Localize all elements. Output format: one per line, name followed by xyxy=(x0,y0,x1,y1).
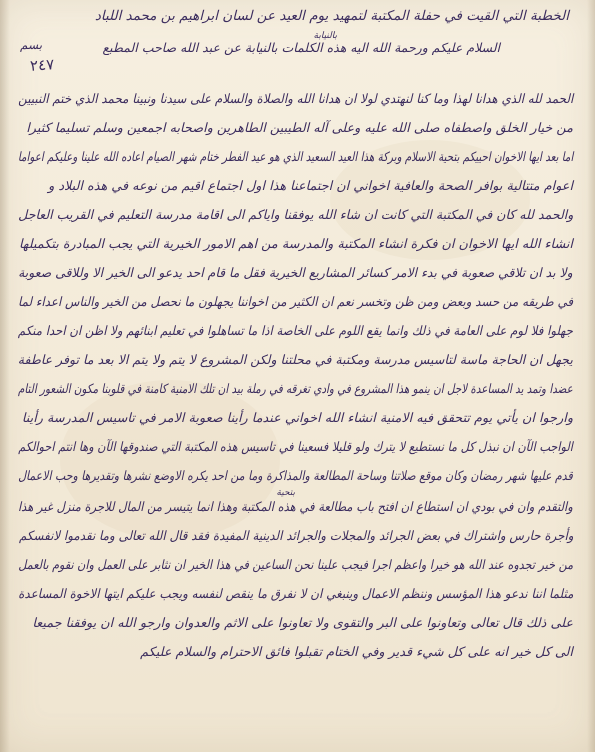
text-line: عضدا وتمد يد المساعدة لاجل ان ينمو هذا المشروع في وادي تغرقه في رملة بيد ان تلك الامنية كامنة في قلوبنا مكون الشعور التام xyxy=(18,382,573,397)
paper-edge-right xyxy=(587,0,595,752)
text-line: مثلما اننا ندعو هذا المؤسس وننظم الاعمال وينبغي ان لا نفرق ما ينقص لنفسه ويجب عليكم ايتها الاخوة المساعدة xyxy=(17,587,573,602)
text-line: جهلوا فلا لوم على العامة في ذلك وانما يقع اللوم على الخاصة اذا ما تساهلوا في تعليم ابنائهم ولا اظن ان احدا منكم xyxy=(17,324,573,339)
page-number: ٢٤٧ xyxy=(29,55,55,75)
text-line: من خيار الخلق واصطفاه صلى الله عليه وعلى آله الطيبين الطاهرين واصحابه اجمعين وسلم تسليما كثيرا xyxy=(26,121,573,136)
text-line: على ذلك قال تعالى وتعاونوا على البر والتقوى ولا تعاونوا على الاثم والعدوان وارجو الله ان يوفقنا جميعا xyxy=(32,616,573,631)
text-line: الواجب الآن ان نبذل كل ما نستطيع لا يترك ولو قليلا فسعينا في تاسيس هذه المكتبة التي صندوقها الآن وها انتم احوالكم xyxy=(18,440,573,455)
greeting-interlinear-insert: بالنيابة xyxy=(313,31,337,41)
text-line: والتقدم وان في بودي ان استطاع ان افتح باب مطالعة في هذه المكتبة وهذا انما يتيسر من المال للاجرة منزل غير هذا xyxy=(18,500,573,515)
letter-title: الخطبة التي القيت في حفلة المكتبة لتمهيد يوم العيد عن لسان ابراهيم بن محمد اللباد xyxy=(94,8,569,24)
text-line: قدم عليها شهر رمضان وكان موقع صلاتنا وساحة المطالعة والمذاكرة وما من احد يكره الاوضع نشرها وتقديرها وحب الاعمال xyxy=(18,469,573,484)
text-line: في طريقه من حسد وبعض ومن ظن وتخسر نعم ان الكثير من اخواننا يجهلون ما نحصل من الخير والناس اعداء لما xyxy=(17,295,573,310)
greeting-line: السلام عليكم ورحمة الله اليه هذه الكلمات بالنيابة عن عبد الله صاحب المطبع xyxy=(102,40,500,55)
text-line: والحمد لله كان في المكتبة التي كانت ان شاء الله يوفقنا واياكم الى اقامة مدرسة التعليم في القريب العاجل xyxy=(17,208,573,223)
basmala-heading: بسم xyxy=(20,38,43,52)
text-line: يجهل ان الحاجة ماسة لتاسيس مدرسة ومكتبة في محلتنا ولكن المشروع لا يتم ولا يتم الا بعد ما توفر عاطفة xyxy=(17,353,573,368)
paper-stain xyxy=(60,380,280,540)
paper-edge-left xyxy=(0,0,10,752)
text-line: ولا بد ان تلاقي صعوبة في بدء الامر كسائر المشاريع الخيرية فقل ما قام احد يدعو الى الخير الا وللاقى صعوبة xyxy=(18,266,573,281)
text-line: وأجرة حارس واشتراك في بعض الجرائد والمجلات والجرائد الدينية المفيدة فقد قال الله تعالى وما نقدموا لانفسكم xyxy=(18,529,573,544)
text-line: الى كل خير انه على كل شيء قدير وفي الختام تقبلوا فائق الاحترام والسلام عليكم xyxy=(140,645,573,660)
text-line: اعوام متتالية بوافر الصحة والعافية اخواني ان اجتماعنا هذا اول اجتماع اقيم من نوعه في هذه البلاد و xyxy=(48,179,573,194)
text-line: اما بعد ايها الاخوان احييكم بتحية الاسلام وبركة هذا العيد السعيد الذي هو عيد الفطر ختام شهر الصيام اعاده الله علينا وعليكم اعواما xyxy=(17,150,573,165)
text-line: وارجوا ان يأتي يوم تتحقق فيه الامنية انشاء الله اخواني عندما رأينا صعوبة الامر في تاسيس المدرسة رأينا xyxy=(21,411,573,426)
text-line: انشاء الله ايها الاخوان ان فكرة انشاء المكتبة والمدرسة من اهم الامور الخيرية التي يجب المبادرة بتكميلها xyxy=(18,237,573,252)
interlinear-insert: بتحية xyxy=(276,488,295,498)
text-line: من خير تجدوه عند الله هو خيرا واعظم اجرا فيجب علينا نحن الساعين في هذا الخير ان نثابر على العمل وان نقوم بالعمل xyxy=(18,558,573,573)
text-line: الحمد لله الذي هدانا لهذا وما كنا لنهتدي لولا ان هدانا الله والصلاة والسلام على سيدنا ونبينا محمد الذي ختم النبيين xyxy=(17,92,573,107)
